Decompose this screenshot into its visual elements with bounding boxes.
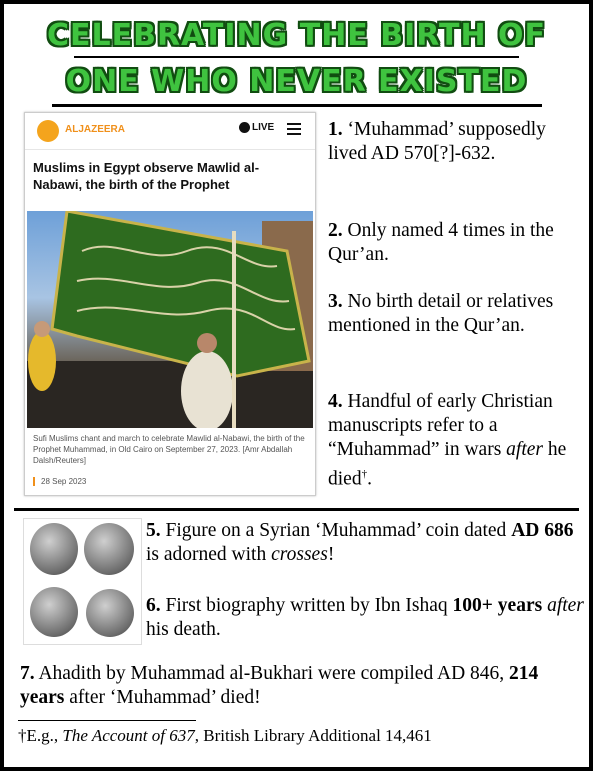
hamburger-menu-icon[interactable] [287,123,301,138]
coin-icon [84,523,134,575]
title-line-1: CELEBRATING THE BIRTH OF [46,18,547,53]
footnote-marker: † [361,468,368,480]
poster [4,4,589,767]
article-date: 28 Sep 2023 [33,477,86,486]
title-divider [74,56,519,58]
procession-illustration [27,211,313,428]
point-6-number: 6. [146,595,161,616]
point-2 [328,219,583,267]
brand-name: ALJAZEERA [65,124,126,135]
point-7: 7. Ahadith by Muhammad al-Bukhari were compiled AD 846, 214 years after ‘Muhammad’ died! [20,663,539,708]
photo-caption: Sufi Muslims chant and march to celebrate Mawlid al-Nabawi, the birth of the Prophet Muhammad, in Old Cairo on September 27, 2023. [Amr Abdallah Dalsh/Reuters] [33,434,305,465]
point-5-number: 5. [146,520,161,541]
section-divider [14,508,579,511]
footnote-title: The Account of 637 [62,726,195,745]
point-4: 4. Handful of early Christian manuscripts refer to a “Muhammad” in wars after he died†. [328,391,567,490]
coin-photos [23,518,142,645]
article-card [24,112,316,496]
point-3 [328,290,568,338]
live-label: LIVE [252,122,275,134]
article-headline: Muslims in Egypt observe Mawlid al-Nabawi, the birth of the Prophet [33,160,260,192]
footnote: †E.g., The Account of 637, British Library Additional 14,461 [18,726,432,745]
article-photo [27,211,313,428]
point-3-number: 3. [328,291,343,312]
point-2-text: Only named 4 times in the Qur’an. [328,220,554,265]
aljazeera-logo-icon [37,120,59,142]
coin-icon [86,589,134,637]
coin-icon [30,523,78,575]
title-underline [52,104,542,107]
point-7-number: 7. [20,663,35,684]
coin-icon [30,587,78,637]
point-1-number: 1. [328,119,343,140]
footnote-rule [18,720,196,721]
point-5: 5. Figure on a Syrian ‘Muhammad’ coin dated AD 686 is adorned with crosses! [146,520,574,565]
play-icon [239,122,250,133]
live-button[interactable] [239,122,274,133]
point-1-text: ‘Muhammad’ supposedly lived AD 570[?]-632. [328,119,546,164]
title-line-2: ONE WHO NEVER EXISTED [65,64,528,99]
point-4-number: 4. [328,391,343,412]
point-1 [328,118,583,166]
point-6: 6. First biography written by Ibn Ishaq 100+ years after his death. [146,595,584,640]
point-3-text: No birth detail or relatives mentioned in the Qur’an. [328,291,554,336]
point-2-number: 2. [328,220,343,241]
article-header [25,113,315,150]
